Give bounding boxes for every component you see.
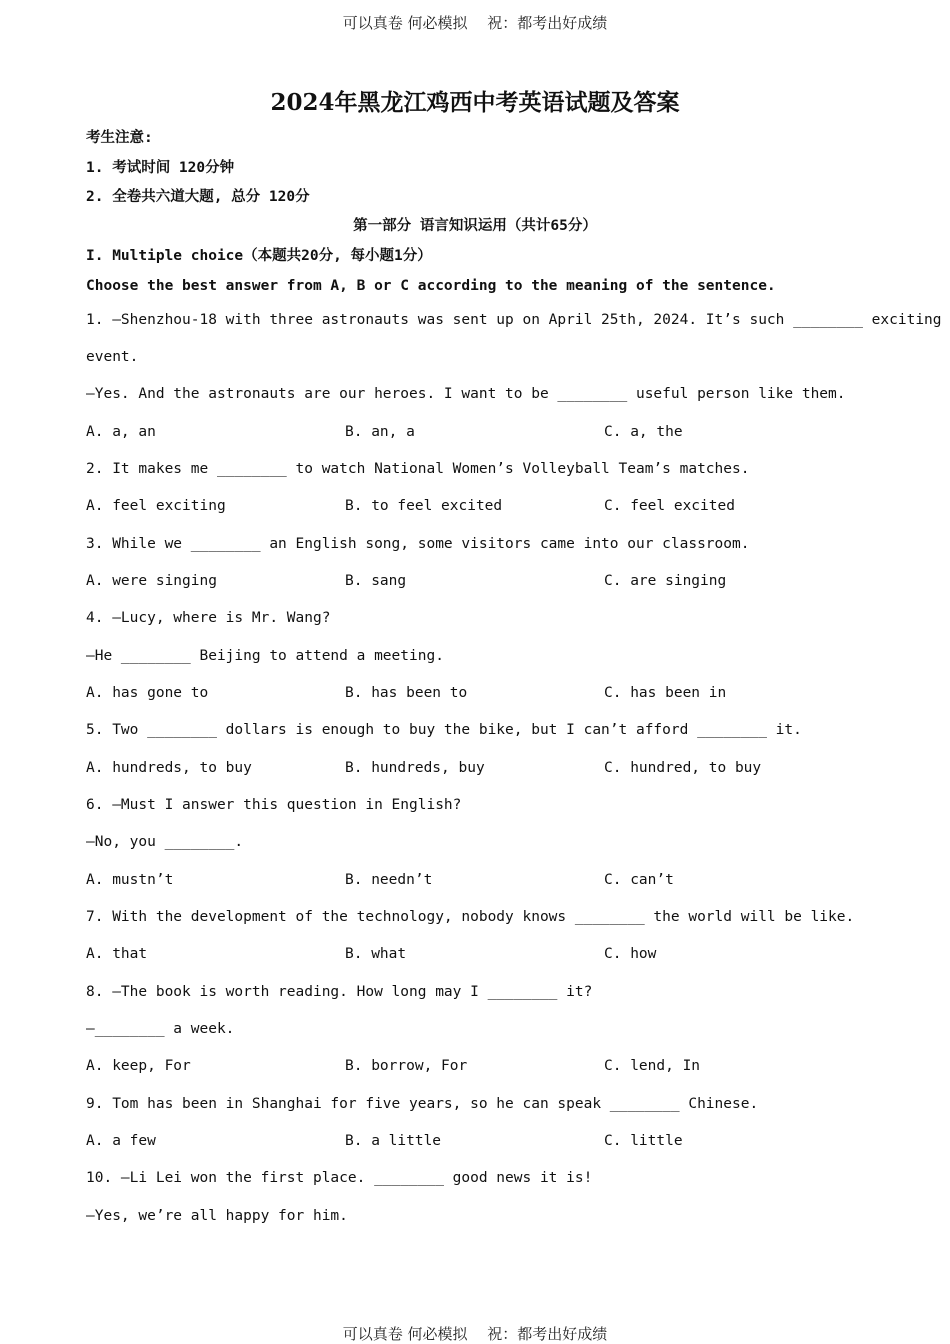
page-header: 可以真卷 何必模拟 祝：都考出好成绩 <box>342 14 608 32</box>
page-footer: 可以真卷 何必模拟 祝：都考出好成绩 <box>342 1325 608 1343</box>
option-b: B. needn’t <box>345 872 433 888</box>
option-a: A. a, an <box>86 424 156 440</box>
section-instruction: Choose the best answer from A, B or C according to the meaning of the sentence. <box>86 278 776 294</box>
option-c: C. a, the <box>604 424 683 440</box>
section-title: I. Multiple choice（本题共20分, 每小题1分） <box>86 248 432 264</box>
question-text: 6. —Must I answer this question in English? <box>86 797 462 813</box>
option-b: B. what <box>345 946 407 962</box>
page-title: 2024年黑龙江鸡西中考英语试题及答案 <box>270 89 680 116</box>
part-heading: 第一部分 语言知识运用（共计65分） <box>353 218 597 234</box>
option-b: B. an, a <box>345 424 415 440</box>
question-text: 4. —Lucy, where is Mr. Wang? <box>86 610 331 626</box>
question-text: 3. While we ________ an English song, some visitors came into our classroom. <box>86 536 750 552</box>
option-b: B. to feel excited <box>345 498 503 514</box>
question-text: —No, you ________. <box>86 834 244 850</box>
option-b: B. borrow, For <box>345 1058 468 1074</box>
option-c: C. hundred, to buy <box>604 760 762 776</box>
question-text: 9. Tom has been in Shanghai for five years, so he can speak ________ Chinese. <box>86 1096 759 1112</box>
question-text: —He ________ Beijing to attend a meeting. <box>86 648 444 664</box>
option-a: A. has gone to <box>86 685 209 701</box>
question-text: 5. Two ________ dollars is enough to buy the bike, but I can’t afford ________ it. <box>86 722 802 738</box>
question-text: event. <box>86 349 139 365</box>
question-text: 2. It makes me ________ to watch National Women’s Volleyball Team’s matches. <box>86 461 750 477</box>
option-a: A. mustn’t <box>86 872 174 888</box>
notice-heading: 考生注意: <box>86 130 153 146</box>
notice-item: 1. 考试时间 120分钟 <box>86 160 235 176</box>
option-b: B. has been to <box>345 685 468 701</box>
option-a: A. a few <box>86 1133 156 1149</box>
option-c: C. lend, In <box>604 1058 701 1074</box>
option-c: C. are singing <box>604 573 727 589</box>
option-c: C. can’t <box>604 872 674 888</box>
question-text: 8. —The book is worth reading. How long may I ________ it? <box>86 984 593 1000</box>
option-a: A. feel exciting <box>86 498 226 514</box>
notice-item: 2. 全卷共六道大题, 总分 120分 <box>86 189 310 205</box>
question-text: 1. —Shenzhou-18 with three astronauts was sent up on April 25th, 2024. It’s such ________ exciting <box>86 312 942 328</box>
option-b: B. sang <box>345 573 407 589</box>
question-text: —________ a week. <box>86 1021 235 1037</box>
option-a: A. hundreds, to buy <box>86 760 252 776</box>
option-a: A. that <box>86 946 148 962</box>
option-c: C. has been in <box>604 685 727 701</box>
question-text: —Yes, we’re all happy for him. <box>86 1208 348 1224</box>
question-text: 7. With the development of the technology, nobody knows ________ the world will be like. <box>86 909 855 925</box>
option-a: A. keep, For <box>86 1058 191 1074</box>
option-c: C. little <box>604 1133 683 1149</box>
option-c: C. how <box>604 946 657 962</box>
question-text: 10. —Li Lei won the first place. ________ good news it is! <box>86 1170 593 1186</box>
option-b: B. hundreds, buy <box>345 760 485 776</box>
option-b: B. a little <box>345 1133 442 1149</box>
question-text: —Yes. And the astronauts are our heroes. I want to be ________ useful person like them. <box>86 386 846 402</box>
option-c: C. feel excited <box>604 498 735 514</box>
option-a: A. were singing <box>86 573 217 589</box>
